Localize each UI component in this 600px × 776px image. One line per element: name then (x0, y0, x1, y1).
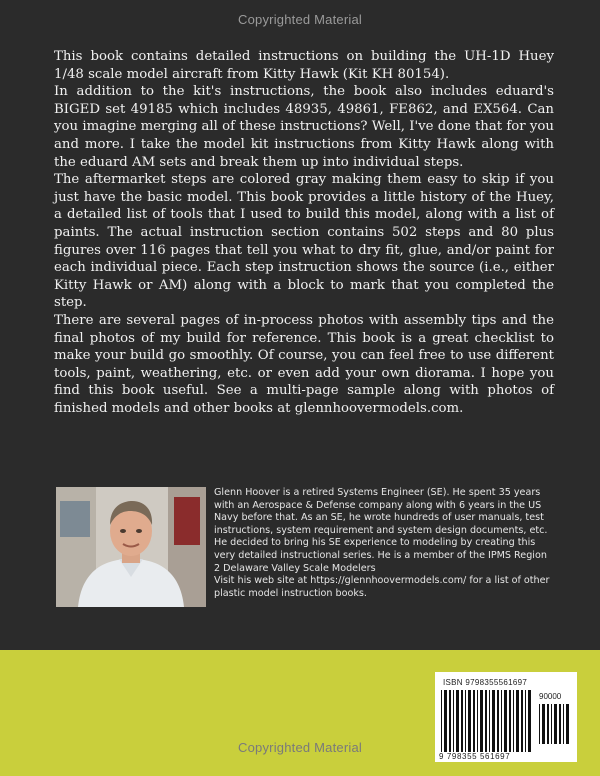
copyright-watermark-top: Copyrighted Material (238, 12, 362, 27)
author-bio-text: Glenn Hoover is a retired Systems Engineer (SE). He spent 35 years with an Aerospace & Defense company along with 6 years in the US Navy before that. As an SE, he wrote hundreds of user manuals, test instructions, system requirement and system design documents, etc. He decided to bring his SE experience to modeling by creating this very detailed instructional series. He is a member of the IPMS Region 2 Delaware Valley Scale Modelers (214, 487, 548, 574)
price-code: 90000 (539, 692, 562, 701)
barcode-bar (559, 704, 561, 744)
blurb-paragraph: This book contains detailed instructions on building the UH-1D Huey 1/48 scale model aircraft from Kitty Hawk (Kit KH 80154). (54, 49, 554, 82)
barcode-bar (551, 704, 552, 744)
copyright-watermark-bottom: Copyrighted Material (238, 740, 362, 755)
back-cover-blurb (54, 48, 554, 417)
author-photo (56, 487, 206, 607)
isbn-digits: 9 798355 561697 (439, 752, 511, 761)
barcode-bar (554, 704, 557, 744)
author-bio (214, 487, 554, 600)
isbn-label: ISBN 9798355561697 (443, 678, 528, 687)
barcode-bar (566, 704, 569, 744)
blurb-paragraph: The aftermarket steps are colored gray making them easy to skip if you just have the basic model. This book provides a little history of the Huey, a detailed list of tools that I used to build this model, along with a list of paints. The actual instruction section contains 502 steps and 80 plus figures over 116 pages that tell you what to dry fit, glue, and/or paint for each individual piece. Each step instruction shows the source (i.e., either Kitty Hawk or AM) along with a block to mark that you completed the step. (54, 172, 554, 311)
barcode-bar (542, 704, 545, 744)
barcode-bar (547, 704, 549, 744)
blurb-paragraph: In addition to the kit's instructions, the book also includes eduard's BIGED set 49185 which includes 48935, 49861, FE862, and EX564. Can you imagine merging all of these instructions? Well, I've done that for you and more. I take the model kit instructions from Kitty Hawk along with the eduard AM sets and break them up into individual steps. (54, 84, 554, 170)
barcode-bar (539, 704, 540, 744)
price-barcode-bars (539, 704, 571, 744)
author-photo-illustration (56, 487, 206, 607)
author-website-text: Visit his web site at https://glennhoovermodels.com/ for a list of other plastic model instruction books. (214, 575, 550, 599)
barcode-bar (563, 704, 564, 744)
blurb-paragraph: There are several pages of in-process photos with assembly tips and the final photos of my build for reference. This book is a great checklist to make your build go smoothly. Of course, you can feel free to use different tools, paint, weathering, etc. or even add your own diorama. I hope you find this book useful. See a multi-page sample along with photos of finished models and other books at glennhoovermodels.com. (54, 312, 554, 416)
